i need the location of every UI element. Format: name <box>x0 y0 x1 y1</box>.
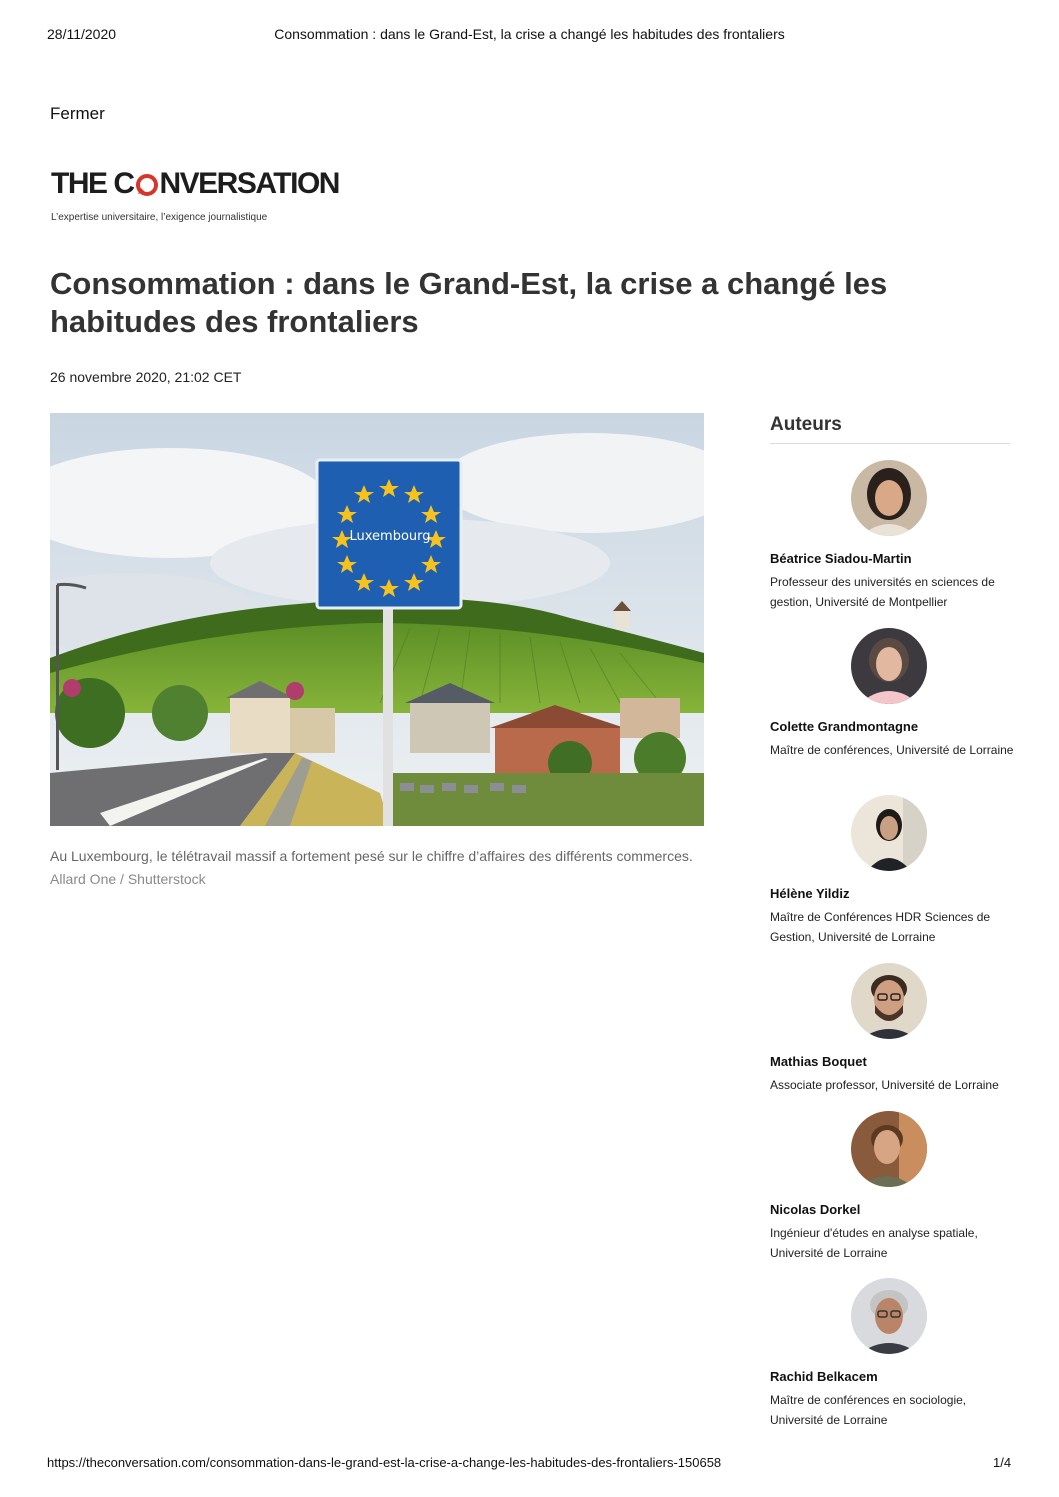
print-date: 28/11/2020 <box>47 26 117 42</box>
print-page-title: Consommation : dans le Grand-Est, la crise a changé les habitudes des frontaliers <box>274 26 785 42</box>
publication-date: 26 novembre 2020, 21:02 CET <box>50 369 242 385</box>
author-photo <box>851 963 927 1039</box>
close-link[interactable]: Fermer <box>50 104 105 123</box>
author-photo <box>851 1278 927 1354</box>
author-role: Ingénieur d'études en analyse spatiale, Université de Lorraine <box>770 1226 978 1260</box>
article-headline: Consommation : dans le Grand-Est, la crise a changé les habitudes des frontaliers <box>50 266 888 339</box>
print-footer-url: https://theconversation.com/consommation-dans-le-grand-est-la-crise-a-change-les-habitudes-des-frontaliers-150658 <box>47 1455 722 1470</box>
article-hero-image <box>50 413 704 826</box>
author-name[interactable]: Hélène Yildiz <box>770 886 850 901</box>
logo-text-start: THE C <box>51 167 134 200</box>
author-avatar[interactable] <box>851 628 927 704</box>
speech-bubble-logo-icon <box>135 173 159 197</box>
author-avatar[interactable] <box>851 1278 927 1354</box>
image-caption <box>50 845 700 891</box>
author-name[interactable]: Rachid Belkacem <box>770 1369 878 1384</box>
logo-text-end: NVERSATION <box>159 167 339 200</box>
author-role: Maître de conférences en sociologie, Université de Lorraine <box>770 1393 967 1427</box>
author-avatar[interactable] <box>851 460 927 536</box>
authors-divider <box>770 443 1010 444</box>
author-name[interactable]: Nicolas Dorkel <box>770 1202 861 1217</box>
print-page-number: 1/4 <box>993 1455 1012 1470</box>
author-role: Associate professor, Université de Lorraine <box>770 1078 999 1092</box>
luxembourg-border-photo <box>50 413 704 826</box>
sign-text: Luxembourg <box>349 529 431 544</box>
author-photo <box>851 1111 927 1187</box>
author-photo <box>851 628 927 704</box>
caption-text: Au Luxembourg, le télétravail massif a fortement pesé sur le chiffre d’affaires des différents commerces. <box>50 848 693 864</box>
author-name[interactable]: Béatrice Siadou-Martin <box>770 551 912 566</box>
author-role: Maître de conférences, Université de Lorraine <box>770 743 1014 757</box>
author-name[interactable]: Mathias Boquet <box>770 1054 867 1069</box>
author-avatar[interactable] <box>851 1111 927 1187</box>
authors-heading: Auteurs <box>770 414 842 435</box>
author-photo <box>851 795 927 871</box>
brand-tagline: L’expertise universitaire, l’exigence journalistique <box>51 212 268 223</box>
the-conversation-logo[interactable] <box>51 166 339 202</box>
author-name[interactable]: Colette Grandmontagne <box>770 719 919 734</box>
author-avatar[interactable] <box>851 963 927 1039</box>
author-avatar[interactable] <box>851 795 927 871</box>
author-role: Maître de Conférences HDR Sciences de Gestion, Université de Lorraine <box>770 910 991 944</box>
author-role: Professeur des universités en sciences de gestion, Université de Montpellier <box>770 575 995 609</box>
image-credit: Allard One / Shutterstock <box>50 871 206 887</box>
author-photo <box>851 460 927 536</box>
